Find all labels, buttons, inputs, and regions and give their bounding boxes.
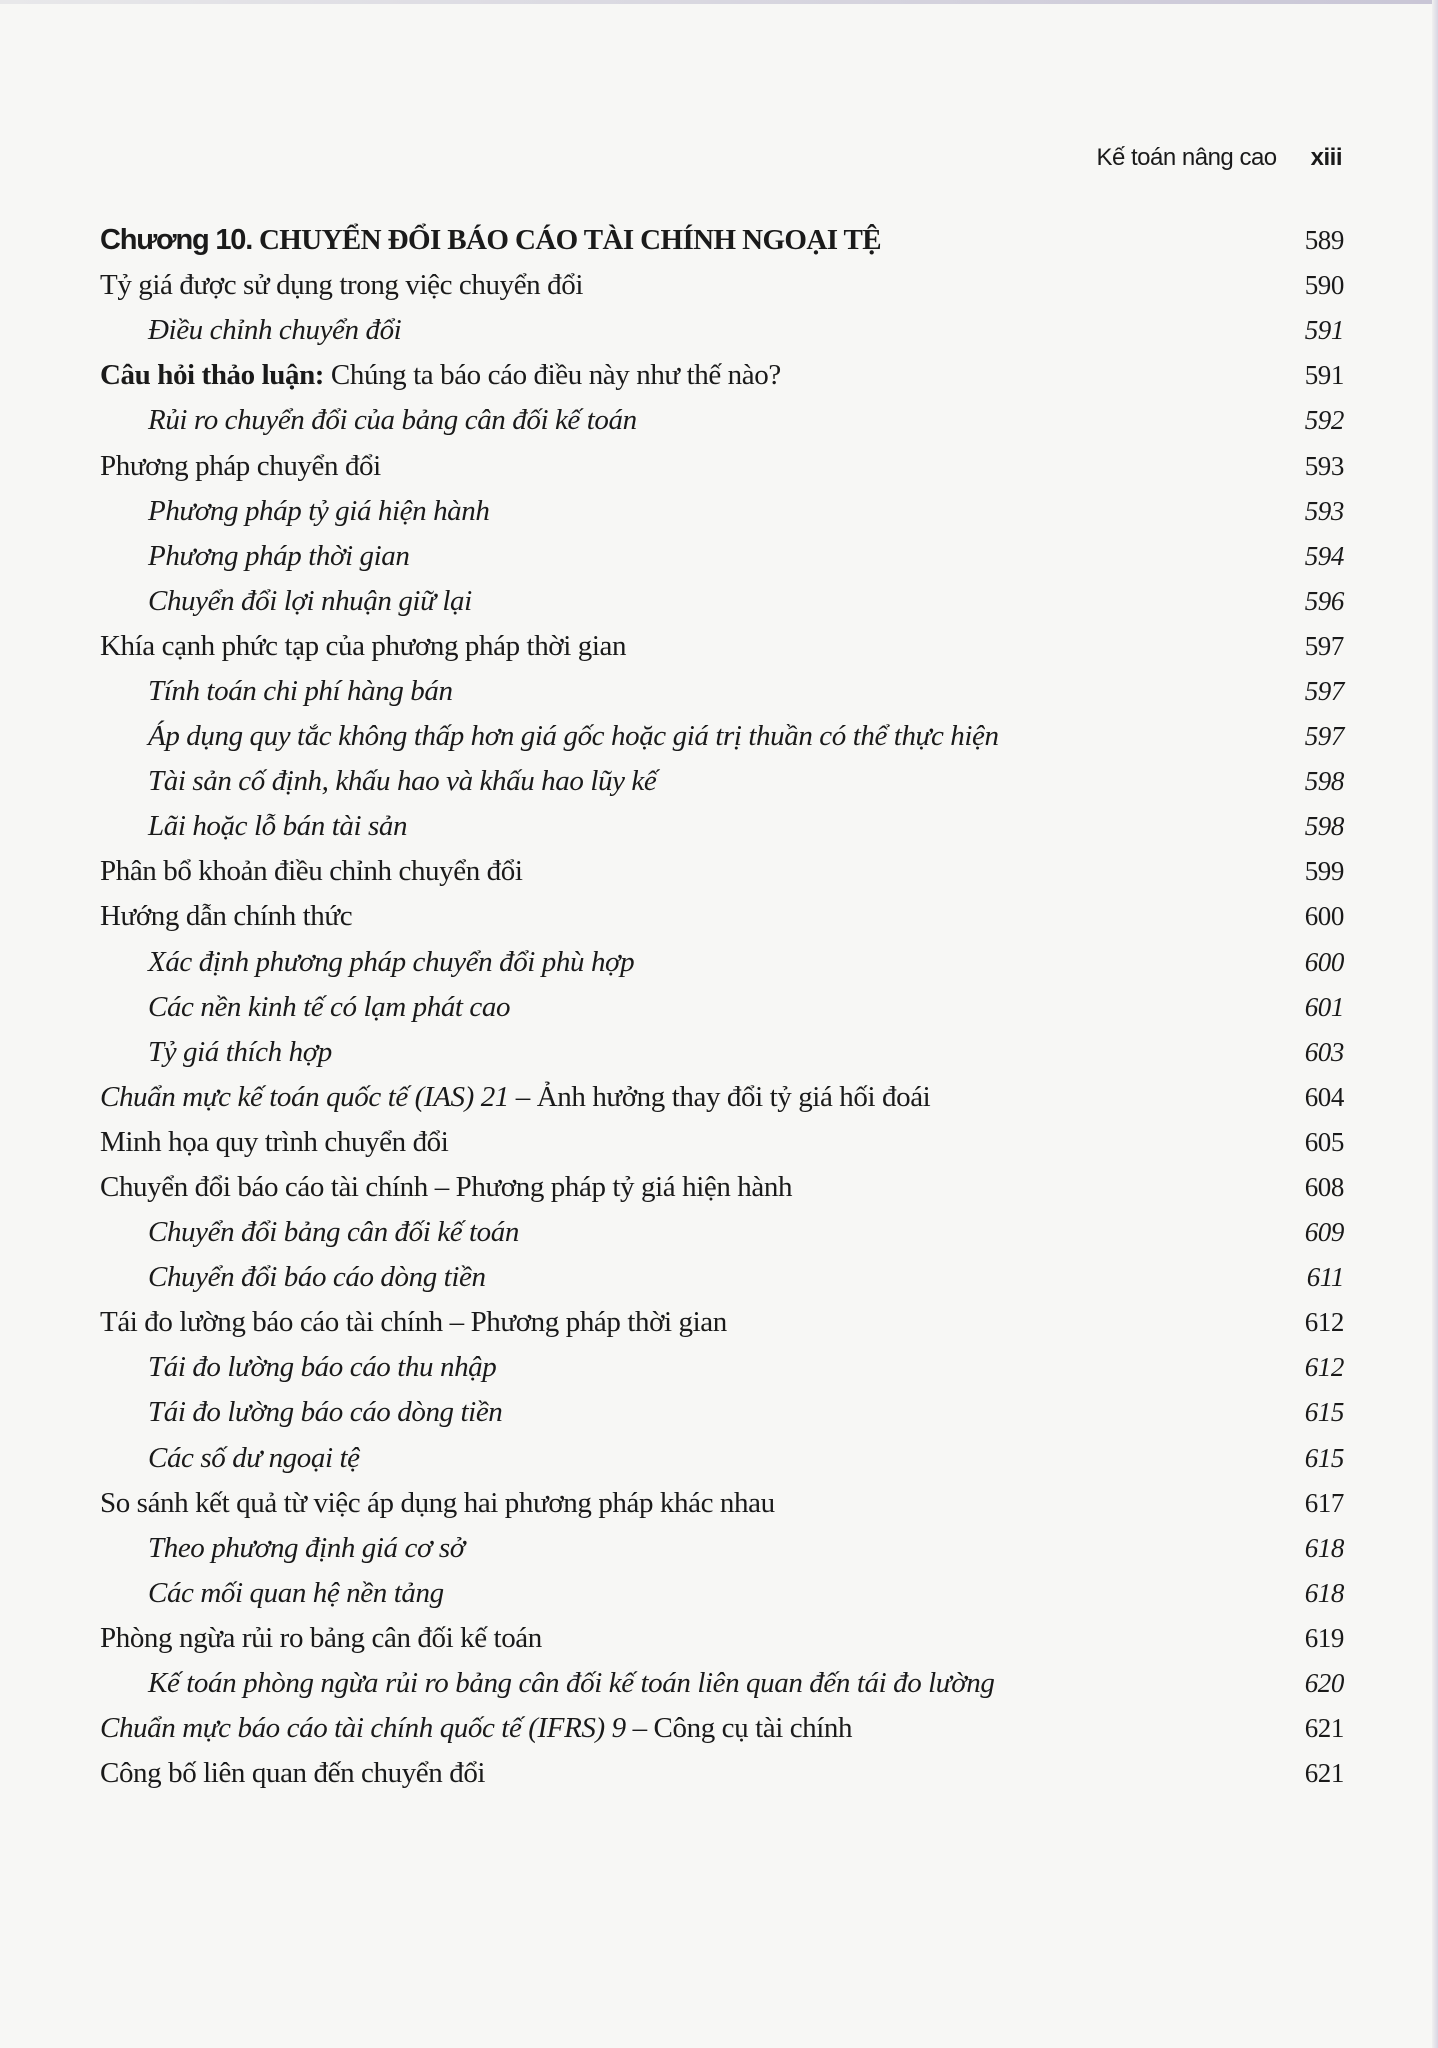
toc-page-number: 621 (1304, 1758, 1344, 1789)
toc-entry-title (100, 900, 352, 933)
toc-page-number: 619 (1304, 1622, 1344, 1653)
toc-entry-text: Chuyển đổi báo cáo tài chính – Phương pháp tỷ giá hiện hành (100, 1171, 793, 1204)
toc-entry-title (100, 1216, 519, 1249)
toc-page-number: 592 (1304, 405, 1344, 436)
toc-entry-title (100, 1081, 930, 1114)
toc-page-number: 598 (1304, 811, 1344, 842)
toc-entry-text: Phương pháp tỷ giá hiện hành (148, 494, 490, 527)
toc-entry-text: Phương pháp thời gian (148, 539, 410, 572)
toc-subentry (100, 398, 1344, 443)
chapter-heading (100, 218, 1344, 263)
toc-entry-title (100, 630, 626, 663)
toc-subentry (100, 804, 1344, 849)
toc-entry-text: – Ảnh hưởng thay đổi tỷ giá hối đoái (508, 1080, 931, 1113)
toc-entry (100, 1616, 1344, 1661)
toc-entry-text: Tỷ giá được sử dụng trong việc chuyển đổi (100, 269, 583, 302)
toc-entry-text: Câu hỏi thảo luận: (100, 359, 325, 392)
toc-entry-title (100, 585, 472, 618)
toc-entry-title (100, 720, 999, 753)
toc-page-number: 591 (1304, 360, 1344, 391)
toc-entry-title (100, 855, 523, 888)
toc-subentry (100, 985, 1344, 1030)
toc-entry-title (100, 1171, 792, 1204)
toc-entry-title (100, 224, 881, 257)
toc-page-number: 600 (1304, 901, 1344, 932)
toc-entry-title (100, 1487, 775, 1520)
toc-entry-title (100, 540, 410, 573)
toc-entry-text: Tính toán chi phí hàng bán (148, 674, 453, 707)
toc-entry-title (100, 495, 489, 528)
toc-page-number: 598 (1304, 766, 1344, 797)
toc-entry-title (100, 1712, 852, 1745)
toc-page-number: 593 (1304, 450, 1344, 481)
toc-subentry (100, 1436, 1344, 1481)
toc-entry-title (100, 450, 381, 483)
toc-entry-text: Áp dụng quy tắc không thấp hơn giá gốc hoặc giá trị thuần có thể thực hiện (148, 720, 999, 753)
toc-entry (100, 1075, 1344, 1120)
toc-entry-text: So sánh kết quả từ việc áp dụng hai phương pháp khác nhau (100, 1486, 775, 1519)
toc-entry-title (100, 946, 634, 979)
toc-entry-title (100, 1532, 465, 1565)
toc-entry-title (100, 404, 637, 437)
table-of-contents (100, 218, 1344, 1796)
running-header (1096, 144, 1342, 172)
toc-entry-text: Điều chỉnh chuyển đổi (148, 314, 402, 347)
toc-entry (100, 894, 1344, 939)
toc-entry-text: Các mối quan hệ nền tảng (148, 1576, 444, 1609)
toc-page-number: 617 (1304, 1487, 1344, 1518)
toc-page-number: 601 (1304, 991, 1344, 1022)
toc-entry (100, 1300, 1344, 1345)
toc-subentry (100, 308, 1344, 353)
toc-page-number: 597 (1304, 675, 1344, 706)
toc-page-number: 615 (1304, 1442, 1344, 1473)
toc-page-number: 597 (1304, 721, 1344, 752)
toc-entry-title (100, 1667, 995, 1700)
toc-entry-title (100, 1351, 496, 1384)
toc-page-number: 591 (1304, 315, 1344, 346)
toc-entry-text: Theo phương định giá cơ sở (148, 1531, 465, 1564)
toc-page-number: 620 (1304, 1668, 1344, 1699)
toc-page-number: 618 (1304, 1532, 1344, 1563)
toc-entry (100, 624, 1344, 669)
toc-page-number: 615 (1304, 1397, 1344, 1428)
toc-entry-text: Chuyển đổi lợi nhuận giữ lại (148, 584, 472, 617)
page-right-edge (1432, 0, 1438, 2048)
toc-subentry (100, 1210, 1344, 1255)
toc-entry-text: Công bố liên quan đến chuyển đổi (100, 1757, 486, 1790)
toc-page-number: 618 (1304, 1577, 1344, 1608)
toc-subentry (100, 1526, 1344, 1571)
toc-entry-text: Các số dư ngoại tệ (148, 1441, 360, 1474)
toc-subentry (100, 714, 1344, 759)
toc-page-number: 590 (1304, 270, 1344, 301)
toc-entry (100, 263, 1344, 308)
toc-entry-title (100, 314, 401, 347)
toc-entry-title (100, 991, 510, 1024)
toc-entry-text: Các nền kinh tế có lạm phát cao (148, 990, 511, 1023)
toc-entry-text: Xác định phương pháp chuyển đổi phù hợp (148, 945, 635, 978)
toc-subentry (100, 940, 1344, 985)
toc-entry-text: Chương 10. (100, 224, 259, 257)
toc-entry-text: Tỷ giá thích hợp (148, 1035, 332, 1068)
toc-entry-text: Tài sản cố định, khấu hao và khấu hao lũy kế (148, 765, 657, 798)
toc-subentry (100, 1030, 1344, 1075)
toc-entry-title (100, 1261, 486, 1294)
toc-entry (100, 1120, 1344, 1165)
toc-page-number: 593 (1304, 495, 1344, 526)
toc-entry-title (100, 359, 781, 392)
toc-page-number: 605 (1304, 1126, 1344, 1157)
toc-page-number: 599 (1304, 856, 1344, 887)
toc-page-number: 596 (1304, 585, 1344, 616)
toc-page-number: 608 (1304, 1172, 1344, 1203)
toc-page-number: 612 (1304, 1352, 1344, 1383)
toc-entry-title (100, 1306, 727, 1339)
roman-page-number: xiii (1310, 144, 1342, 171)
toc-page-number: 609 (1304, 1217, 1344, 1248)
toc-page-number: 621 (1304, 1713, 1344, 1744)
toc-entry-text: Tái đo lường báo cáo tài chính – Phương pháp thời gian (100, 1306, 727, 1339)
toc-entry-text: Kế toán phòng ngừa rủi ro bảng cân đối kế toán liên quan đến tái đo lường (148, 1667, 995, 1700)
toc-entry-title (100, 1036, 332, 1069)
book-title: Kế toán nâng cao (1096, 144, 1277, 171)
toc-entry-text: Phân bổ khoản điều chỉnh chuyển đổi (100, 855, 523, 888)
toc-entry-text: Tái đo lường báo cáo thu nhập (148, 1351, 497, 1384)
toc-page-number: 603 (1304, 1036, 1344, 1067)
toc-entry (100, 1751, 1344, 1796)
toc-subentry (100, 489, 1344, 534)
toc-entry-text: – Công cụ tài chính (625, 1712, 853, 1745)
toc-entry-title (100, 765, 656, 798)
toc-entry-text: CHUYỂN ĐỔI BÁO CÁO TÀI CHÍNH NGOẠI TỆ (258, 224, 882, 257)
toc-entry-text: Rủi ro chuyển đổi của bảng cân đối kế toán (148, 404, 637, 437)
toc-entry-title (100, 1396, 502, 1429)
toc-entry (100, 1481, 1344, 1526)
toc-entry-title (100, 269, 583, 302)
toc-entry-text: Chuẩn mực báo cáo tài chính quốc tế (IFRS) 9 (100, 1712, 626, 1745)
toc-entry-title (100, 1622, 542, 1655)
toc-subentry (100, 1390, 1344, 1435)
toc-entry-text: Chuyển đổi bảng cân đối kế toán (148, 1216, 519, 1249)
toc-entry-title (100, 1442, 360, 1475)
toc-page-number: 600 (1304, 946, 1344, 977)
toc-entry (100, 849, 1344, 894)
toc-entry-text: Tái đo lường báo cáo dòng tiền (148, 1396, 503, 1429)
toc-entry (100, 1706, 1344, 1751)
toc-page-number: 597 (1304, 630, 1344, 661)
toc-subentry (100, 759, 1344, 804)
toc-entry-text: Phòng ngừa rủi ro bảng cân đối kế toán (100, 1621, 542, 1654)
toc-entry-title (100, 810, 407, 843)
toc-entry-text: Chuyển đổi báo cáo dòng tiền (148, 1261, 486, 1294)
toc-entry (100, 353, 1344, 398)
toc-entry-title (100, 1577, 444, 1610)
toc-entry-text: Chúng ta báo cáo điều này như thế nào? (324, 359, 781, 392)
toc-subentry (100, 1345, 1344, 1390)
toc-subentry (100, 534, 1344, 579)
toc-page-number: 611 (1306, 1262, 1344, 1293)
toc-subentry (100, 669, 1344, 714)
toc-subentry (100, 1661, 1344, 1706)
toc-entry-title (100, 675, 453, 708)
toc-entry (100, 1165, 1344, 1210)
toc-subentry (100, 1255, 1344, 1300)
toc-entry-text: Chuẩn mực kế toán quốc tế (IAS) 21 (100, 1080, 509, 1113)
toc-subentry (100, 579, 1344, 624)
toc-entry-text: Hướng dẫn chính thức (100, 900, 353, 933)
toc-entry-text: Phương pháp chuyển đổi (100, 449, 381, 482)
page-top-edge (0, 0, 1438, 4)
toc-entry-text: Lãi hoặc lỗ bán tài sản (148, 810, 408, 843)
toc-subentry (100, 1571, 1344, 1616)
toc-page-number: 594 (1304, 540, 1344, 571)
toc-page-number: 612 (1304, 1307, 1344, 1338)
toc-entry-text: Khía cạnh phức tạp của phương pháp thời gian (100, 629, 627, 662)
toc-entry-title (100, 1126, 448, 1159)
toc-page-number: 589 (1304, 225, 1344, 256)
toc-entry-title (100, 1757, 485, 1790)
toc-entry (100, 443, 1344, 488)
toc-entry-text: Minh họa quy trình chuyển đổi (100, 1125, 449, 1158)
toc-page-number: 604 (1304, 1081, 1344, 1112)
